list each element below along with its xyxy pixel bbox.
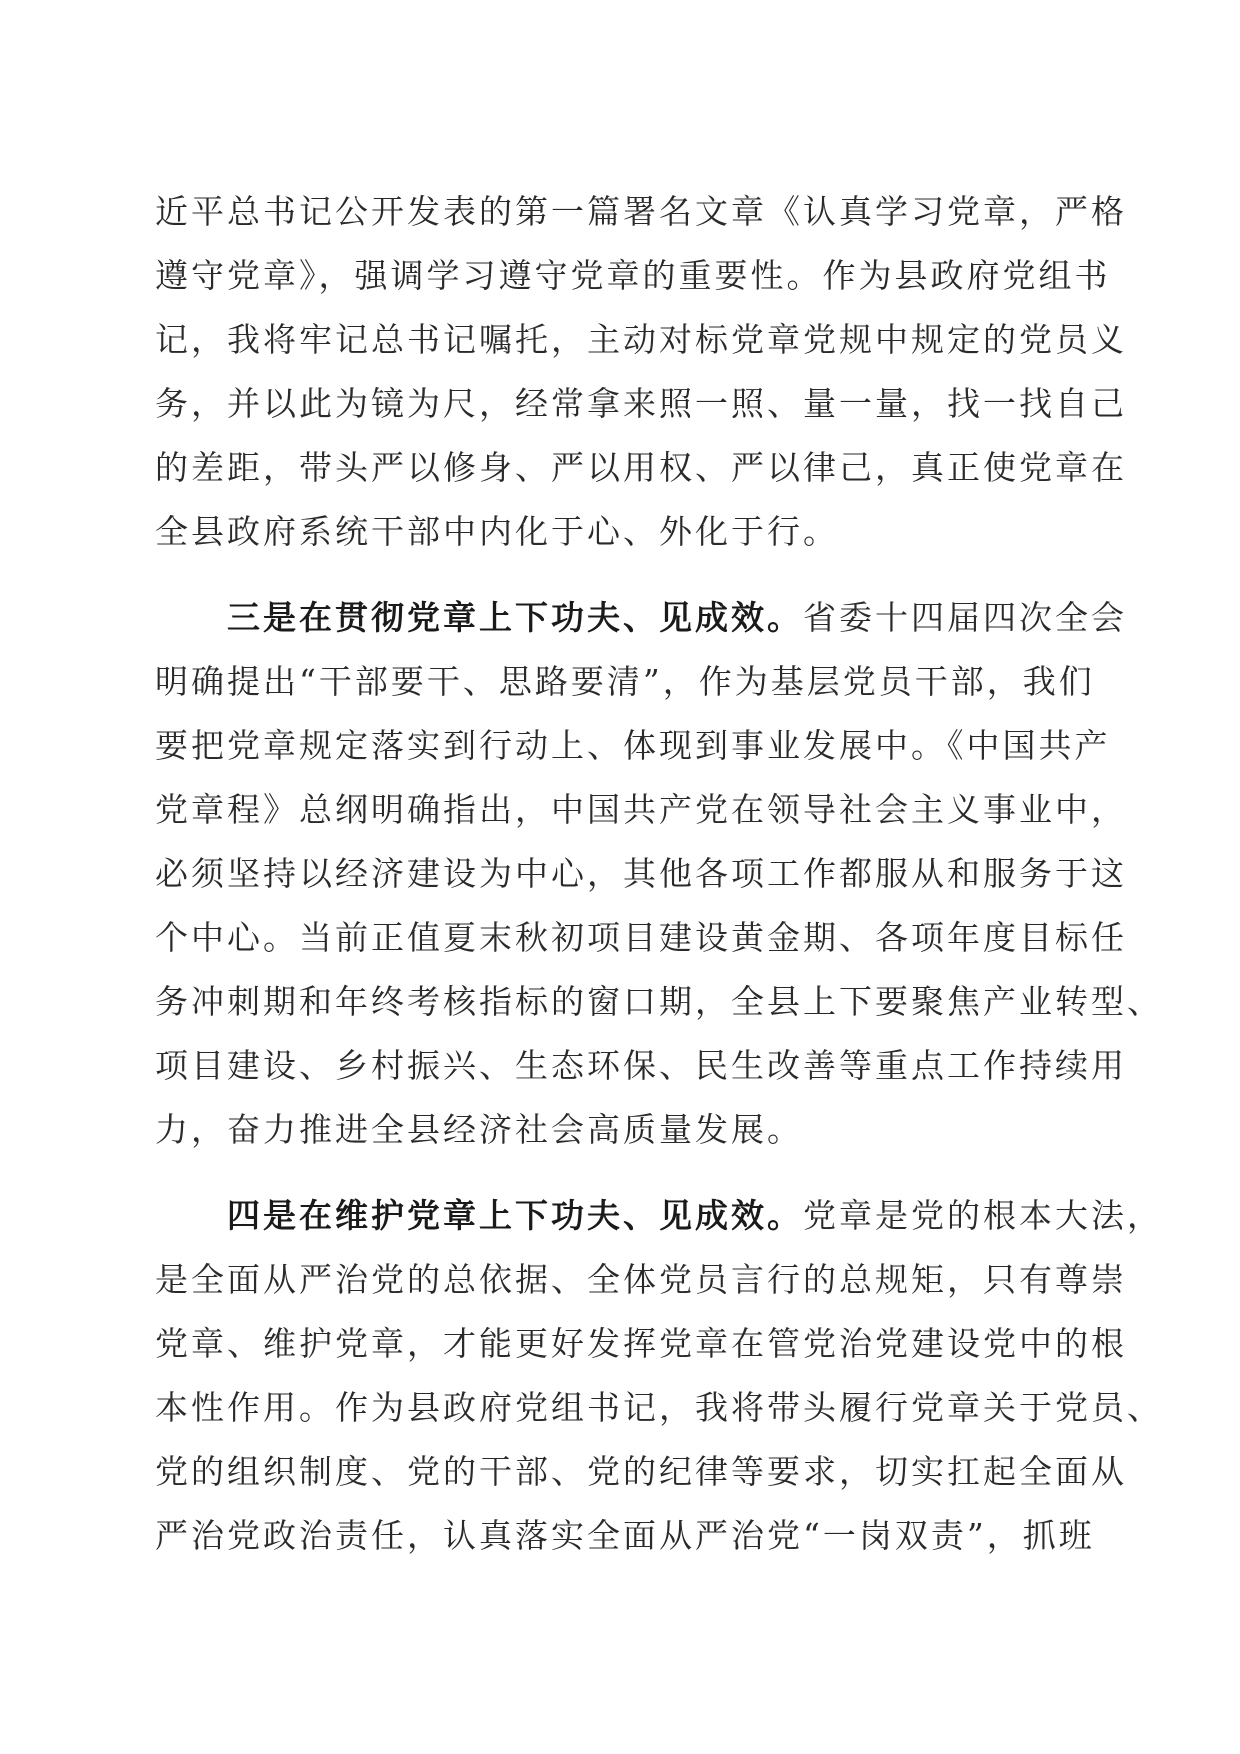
paragraph-gap [155, 564, 1095, 586]
paragraph-lead-text: 党章是党的根本大法， [803, 1196, 1163, 1235]
paragraph-heading: 三是在贯彻党章上下功夫、见成效。 [227, 598, 803, 637]
text-line: 遵守党章》，强调学习遵守党章的重要性。作为县政府党组书 [155, 256, 1111, 295]
text-line: 要把党章规定落实到行动上、体现到事业发展中。《中国共产 [155, 726, 1111, 765]
text-line: 的差距，带头严以修身、严以用权、严以律己，真正使党章在 [155, 448, 1127, 487]
paragraph-first-line [155, 1184, 1163, 1248]
text-line: 党章程》总纲明确指出，中国共产党在领导社会主义事业中， [155, 790, 1127, 829]
text-line: 严治党政治责任，认真落实全面从严治党“一岗双责”，抓班 [155, 1516, 1095, 1555]
paragraph-heading: 四是在维护党章上下功夫、见成效。 [227, 1196, 803, 1235]
paragraph-3 [155, 1184, 1163, 1568]
text-line: 本性作用。作为县政府党组书记，我将带头履行党章关于党员、 [155, 1388, 1163, 1427]
text-line: 项目建设、乡村振兴、生态环保、民生改善等重点工作持续用 [155, 1046, 1127, 1085]
text-line: 必须坚持以经济建设为中心，其他各项工作都服从和服务于这 [155, 854, 1127, 893]
paragraph-gap [155, 1162, 1095, 1184]
text-line: 务冲刺期和年终考核指标的窗口期，全县上下要聚焦产业转型、 [155, 982, 1163, 1021]
text-line: 力，奋力推进全县经济社会高质量发展。 [155, 1110, 803, 1149]
text-line: 全县政府系统干部中内化于心、外化于行。 [155, 512, 839, 551]
text-line: 个中心。当前正值夏末秋初项目建设黄金期、各项年度目标任 [155, 918, 1127, 957]
text-line: 是全面从严治党的总依据、全体党员言行的总规矩，只有尊崇 [155, 1260, 1127, 1299]
paragraph-2 [155, 586, 1163, 1162]
text-line: 党的组织制度、党的干部、党的纪律等要求，切实扛起全面从 [155, 1452, 1127, 1491]
paragraph-1 [155, 180, 1127, 564]
text-line: 党章、维护党章，才能更好发挥党章在管党治党建设党中的根 [155, 1324, 1127, 1363]
text-line: 明确提出“干部要干、思路要清”，作为基层党员干部，我们 [155, 662, 1095, 701]
paragraph-first-line [155, 586, 1127, 650]
paragraph-lead-text: 省委十四届四次全会 [803, 598, 1127, 637]
text-line: 记，我将牢记总书记嘱托，主动对标党章党规中规定的党员义 [155, 320, 1127, 359]
document-body [155, 180, 1163, 1568]
text-line: 近平总书记公开发表的第一篇署名文章《认真学习党章，严格 [155, 192, 1127, 231]
text-line: 务，并以此为镜为尺，经常拿来照一照、量一量，找一找自己 [155, 384, 1127, 423]
